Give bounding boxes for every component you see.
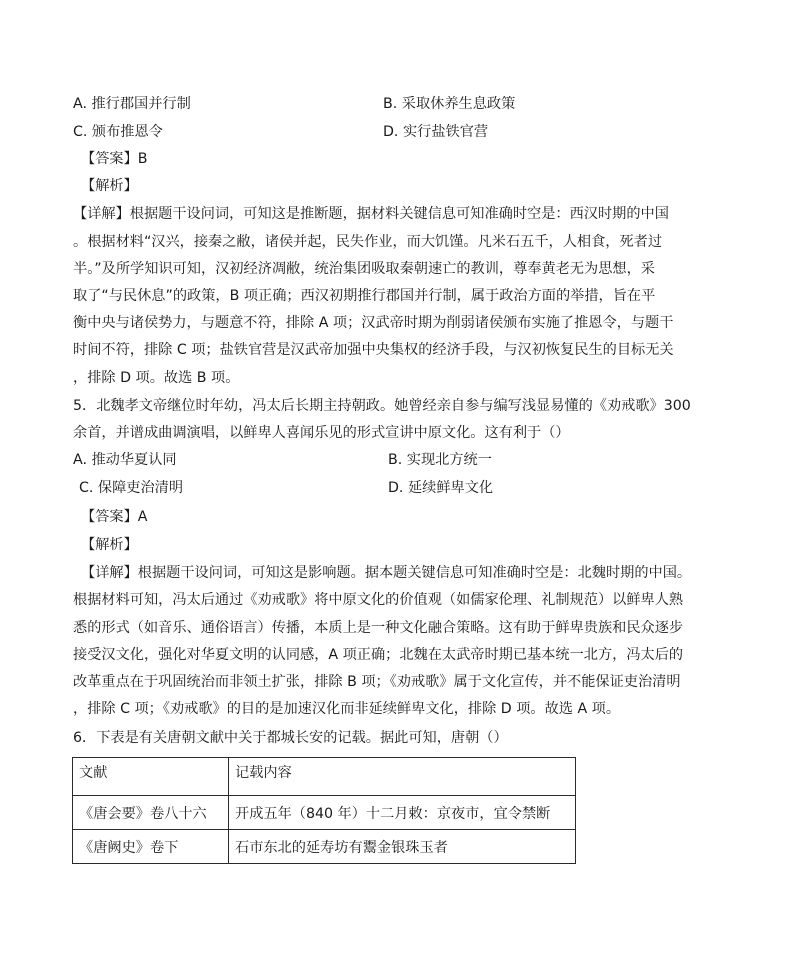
- q5-option-a: A. 推动华夏认同: [73, 452, 177, 468]
- table-row: [73, 830, 576, 864]
- q4-detail-line: 【详解】根据题干设问词，可知这是推断题，据材料关键信息可知准确时空是：西汉时期的中国: [73, 206, 669, 222]
- table-cell: 石市东北的延寿坊有鬻金银珠玉者: [229, 830, 576, 864]
- q5-detail-line: 根据材料可知，冯太后通过《劝戒歌》将中原文化的价值观（如儒家伦理、礼制规范）以鲜卑人熟: [73, 592, 684, 608]
- q4-detail-line: 取了“与民休息”的政策，B 项正确；西汉初期推行郡国并行制，属于政治方面的举措，旨在平: [73, 288, 656, 304]
- q5-detail-line: 接受汉文化，强化对华夏文明的认同感，A 项正确；北魏在太武帝时期已基本统一北方，冯太后的: [73, 647, 684, 663]
- q5-stem-line: 余首，并谱成曲调演唱，以鲜卑人喜闻乐见的形式宣讲中原文化。这有利于（）: [73, 425, 570, 441]
- table-header-cell: 记载内容: [229, 758, 576, 796]
- q4-detail-line: ，排除 D 项。故选 B 项。: [73, 370, 240, 386]
- q6-stem: 6．下表是有关唐朝文献中关于都城长安的记载。据此可知，唐朝（）: [73, 730, 508, 746]
- q4-analysis-label: 【解析】: [81, 178, 138, 194]
- table-cell: 《唐阙史》卷下: [73, 830, 229, 864]
- q5-option-c: C. 保障吏治清明: [79, 480, 184, 496]
- table-cell: 开成五年（840 年）十二月敕：京夜市，宜令禁断: [229, 796, 576, 830]
- q4-option-c: C. 颁布推恩令: [73, 124, 163, 140]
- q4-detail-line: 半。”及所学知识可知，汉初经济凋敝，统治集团吸取秦朝速亡的教训，尊奉黄老无为思想，采: [73, 261, 655, 277]
- q4-option-b: B. 采取休养生息政策: [383, 96, 516, 112]
- q4-detail-line: 衡中央与诸侯势力，与题意不符，排除 A 项；汉武帝时期为削弱诸侯颁布实施了推恩令，与题干: [73, 315, 674, 331]
- q6-table: [72, 757, 576, 864]
- q5-detail-line: 【详解】根据题干设问词，可知这是影响题。据本题关键信息可知准确时空是：北魏时期的中国。: [81, 565, 692, 581]
- table-cell: 《唐会要》卷八十六: [73, 796, 229, 830]
- q5-answer: 【答案】A: [81, 509, 148, 525]
- q5-option-d: D. 延续鲜卑文化: [388, 480, 494, 496]
- q4-answer: 【答案】B: [81, 151, 148, 167]
- q4-detail-line: 。根据材料“汉兴，接秦之敝，诸侯并起，民失作业，而大饥馑。凡米石五千，人相食，死者过: [73, 234, 663, 250]
- q5-detail-line: ，排除 C 项；《劝戒歌》的目的是加速汉化而非延续鲜卑文化，排除 D 项。故选 A 项。: [73, 701, 621, 717]
- table-row: [73, 796, 576, 830]
- q4-detail-line: 时间不符，排除 C 项；盐铁官营是汉武帝加强中央集权的经济手段，与汉初恢复民生的目标无关: [73, 342, 674, 358]
- q5-detail-line: 悉的形式（如音乐、通俗语言）传播，本质上是一种文化融合策略。这有助于鲜卑贵族和民众逐步: [73, 620, 684, 636]
- q5-stem-line: 5．北魏孝文帝继位时年幼，冯太后长期主持朝政。她曾经亲自参与编写浅显易懂的《劝戒歌》300: [73, 398, 691, 414]
- q5-option-b: B. 实现北方统一: [388, 452, 492, 468]
- q5-detail-line: 改革重点在于巩固统治而非领土扩张，排除 B 项；《劝戒歌》属于文化宣传，并不能保证吏治清明: [73, 674, 681, 690]
- table-header-row: [73, 758, 576, 796]
- q4-option-d: D. 实行盐铁官营: [383, 124, 489, 140]
- q4-option-a: A. 推行郡国并行制: [73, 96, 191, 112]
- table-header-cell: 文献: [73, 758, 229, 796]
- q5-analysis-label: 【解析】: [81, 537, 138, 553]
